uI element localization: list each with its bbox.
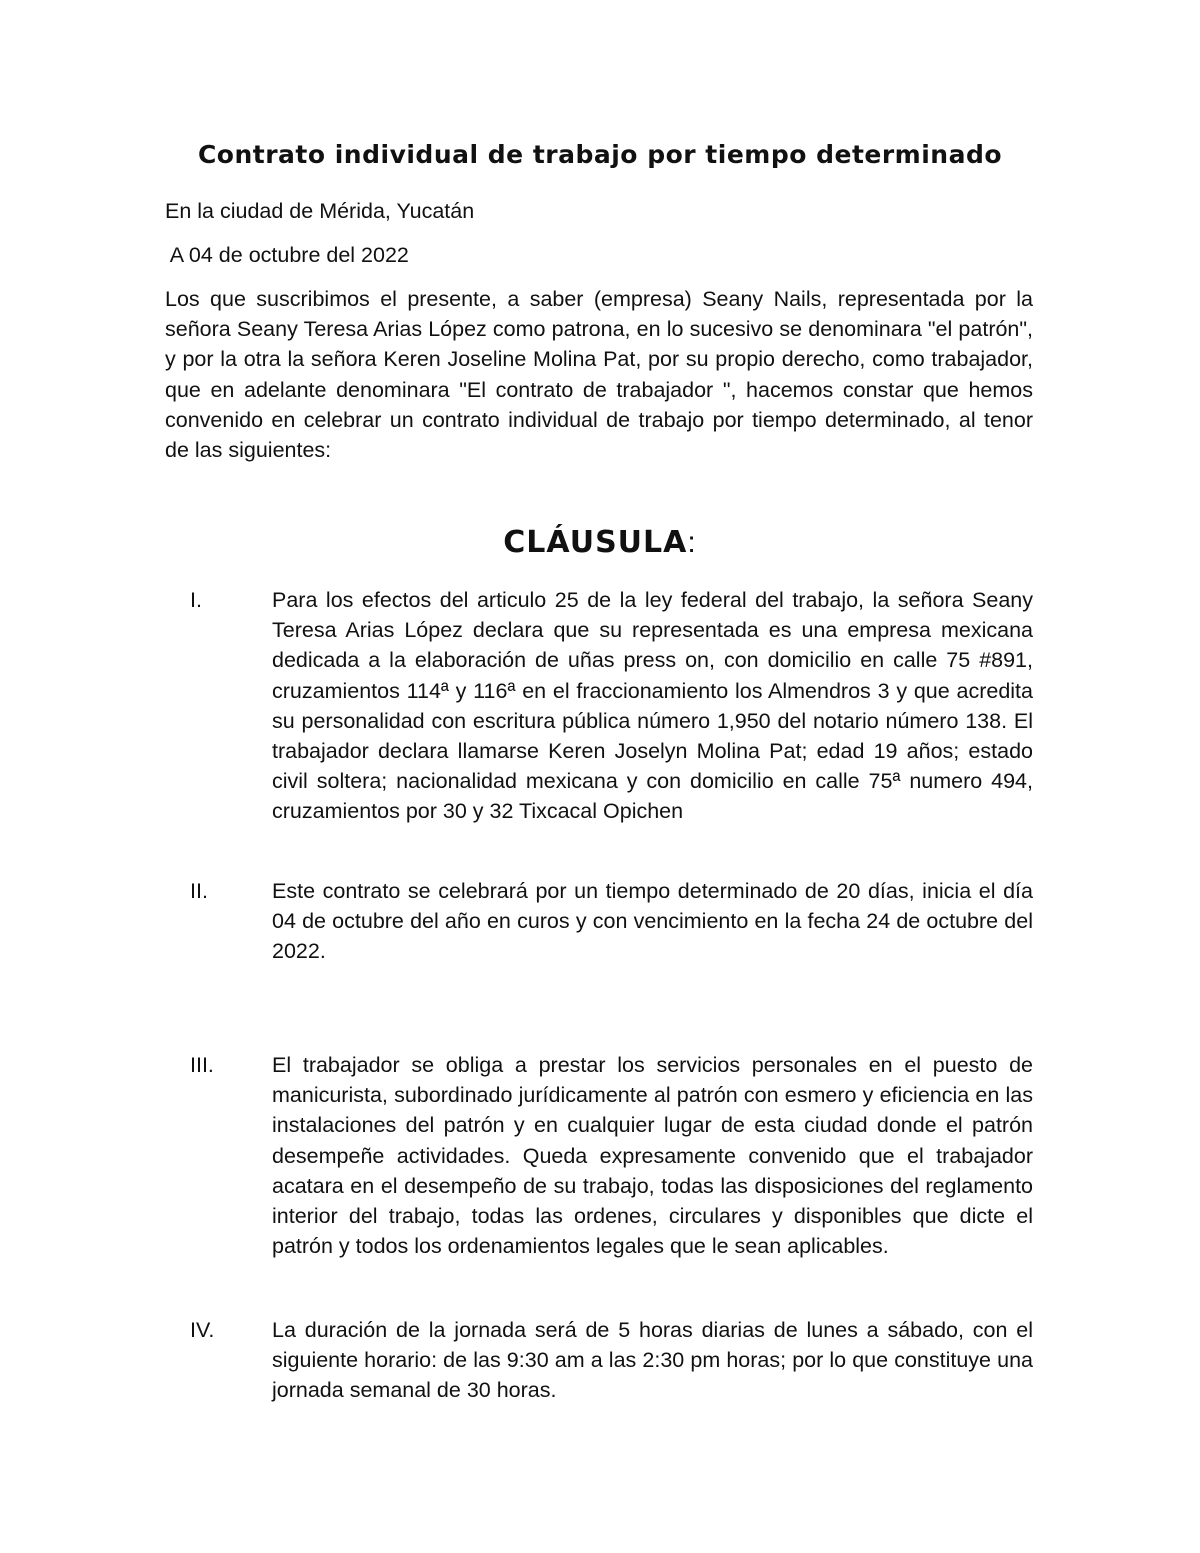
intro-paragraph: Los que suscribimos el presente, a saber (empresa) Seany Nails, representada por la señora Seany Teresa Arias López como patrona, en lo sucesivo se denominara "el patrón", y por la otra la señora Keren Joseline Molina Pat, por su propio derecho, como trabajador, que en adelante denominara "El contrato de trabajador ", hacemos constar que hemos convenido en celebrar un contrato individual de trabajo por tiempo determinado, al tenor de las siguientes: bbox=[165, 287, 1033, 463]
clausula-heading-text: CLÁUSULA bbox=[503, 525, 688, 560]
clause-number: II. bbox=[190, 879, 208, 903]
date-line: A 04 de octubre del 2022 bbox=[165, 243, 409, 267]
clause-number: I. bbox=[190, 588, 202, 612]
clause-text: Este contrato se celebrará por un tiempo determinado de 20 días, inicia el día 04 de octubre del año en curos y con vencimiento en la fecha 24 de octubre del 2022. bbox=[272, 879, 1033, 964]
clause-text: Para los efectos del articulo 25 de la ley federal del trabajo, la señora Seany Teresa Arias López declara que su representada es una empresa mexicana dedicada a la elaboración de uñas press on, con domicilio en calle 75 #891, cruzamientos 114ª y 116ª en el fraccionamiento los Almendros 3 y que acredita su personalidad con escritura pública número 1,950 del notario número 138. El trabajador declara llamarse Keren Joselyn Molina Pat; edad 19 años; estado civil soltera; nacionalidad mexicana y con domicilio en calle 75ª numero 494, cruzamientos por 30 y 32 Tixcacal Opichen bbox=[272, 588, 1033, 824]
clausula-heading-colon: : bbox=[687, 526, 697, 559]
document-title: Contrato individual de trabajo por tiempo determinado bbox=[197, 140, 1003, 169]
clause-text: La duración de la jornada será de 5 horas diarias de lunes a sábado, con el siguiente horario: de las 9:30 am a las 2:30 pm horas; por lo que constituye una jornada semanal de 30 horas. bbox=[272, 1318, 1033, 1403]
clause-number: III. bbox=[190, 1053, 214, 1077]
clausula-heading bbox=[0, 525, 1200, 560]
place-line: En la ciudad de Mérida, Yucatán bbox=[165, 199, 475, 223]
clause-number: IV. bbox=[190, 1318, 215, 1342]
clause-text: El trabajador se obliga a prestar los servicios personales en el puesto de manicurista, subordinado jurídicamente al patrón con esmero y eficiencia en las instalaciones del patrón y en cualquier lugar de esta ciudad donde el patrón desempeñe actividades. Queda expresamente convenido que el trabajador acatara en el desempeño de su trabajo, todas las disposiciones del reglamento interior del trabajo, todas las ordenes, circulares y disponibles que dicte el patrón y todos los ordenamientos legales que le sean aplicables. bbox=[272, 1053, 1033, 1259]
